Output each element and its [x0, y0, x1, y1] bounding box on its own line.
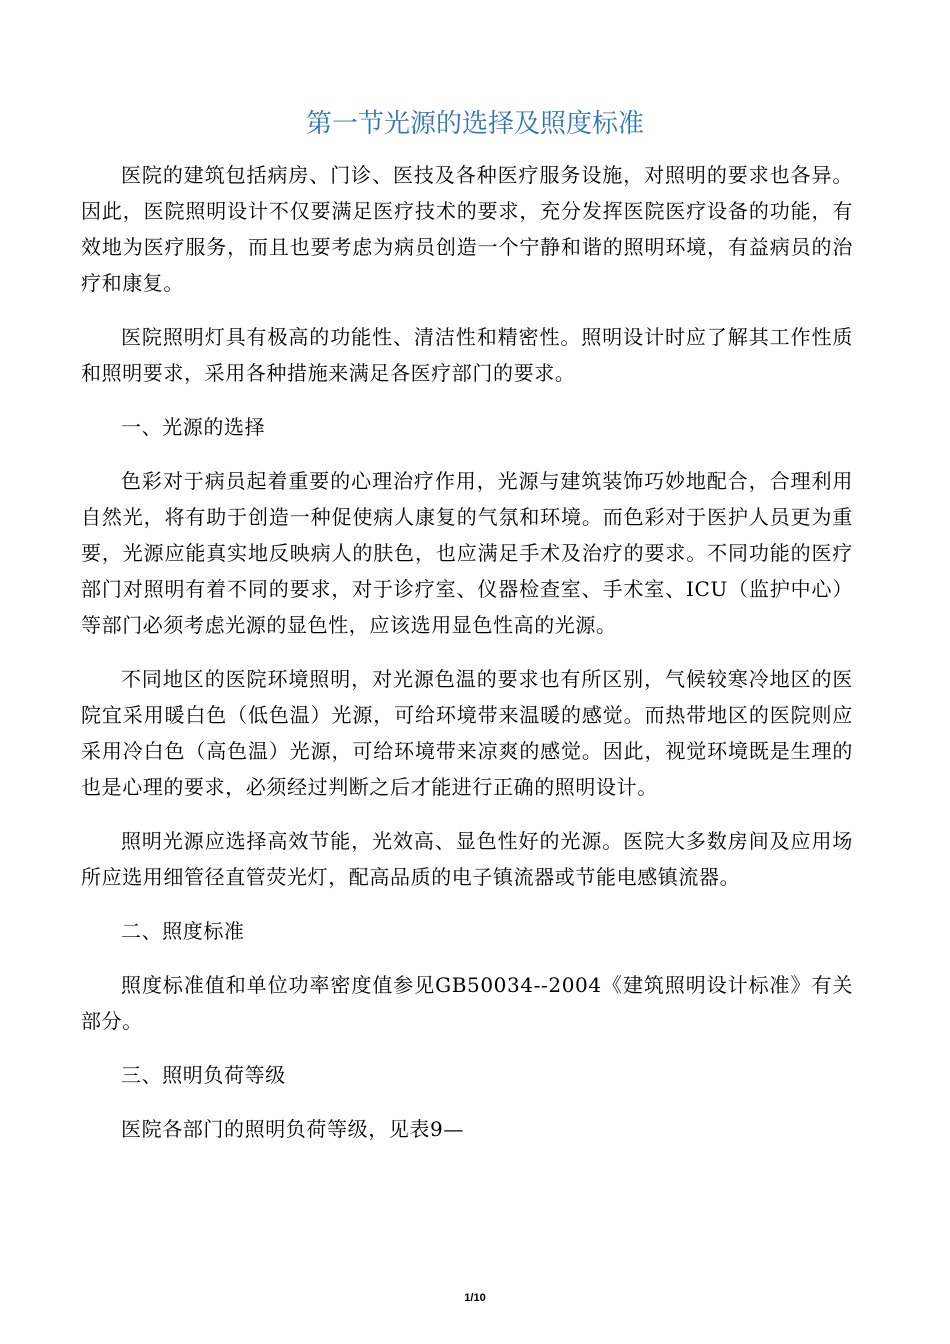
paragraph-color-therapy: 色彩对于病员起着重要的心理治疗作用，光源与建筑装饰巧妙地配合，合理利用自然光，将有助于创造一种促使病人康复的气氛和环境。而色彩对于医护人员更为重要，光源应能真实地反映病人的肤色，也应满足手术及治疗的要求。不同功能的医疗部门对照明有着不同的要求，对于诊疗室、仪器检查室、手术室、ICU（监护中心）等部门必须考虑光源的显色性，应该选用显色性高的光源。 — [81, 469, 853, 637]
paragraph-intro: 医院的建筑包括病房、门诊、医技及各种医疗服务设施，对照明的要求也各异。因此，医院照明设计不仅要满足医疗技术的要求，充分发挥医院医疗设备的功能，有效地为医疗服务，而且也要考虑为病员创造一个宁静和谐的照明环境，有益病员的治疗和康复。 — [81, 163, 853, 295]
paragraph-color-temperature: 不同地区的医院环境照明，对光源色温的要求也有所区别，气候较寒冷地区的医院宜采用暖白色（低色温）光源，可给环境带来温暖的感觉。而热带地区的医院则应采用冷白色（高色温）光源，可给环境带来凉爽的感觉。因此，视觉环境既是生理的也是心理的要求，必须经过判断之后才能进行正确的照明设计。 — [81, 667, 853, 799]
section-heading-load-level: 三、照明负荷等级 — [121, 1063, 286, 1087]
document-body — [81, 157, 853, 1165]
page-title: 第一节光源的选择及照度标准 — [305, 109, 644, 139]
paragraph-standard-reference: 照度标准值和单位功率密度值参见GB50034--2004《建筑照明设计标准》有关部分。 — [81, 973, 853, 1033]
paragraph-lighting-fixtures: 医院照明灯具有极高的功能性、清洁性和精密性。照明设计时应了解其工作性质和照明要求，采用各种措施来满足各医疗部门的要求。 — [81, 325, 853, 385]
page-number: 1/10 — [464, 1292, 486, 1304]
section-heading-light-source: 一、光源的选择 — [121, 415, 266, 439]
paragraph-efficient-sources: 照明光源应选择高效节能，光效高、显色性好的光源。医院大多数房间及应用场所应选用细管径直管荧光灯，配高品质的电子镇流器或节能电感镇流器。 — [81, 829, 853, 889]
paragraph-load-table-ref: 医院各部门的照明负荷等级，见表9— — [121, 1117, 464, 1141]
section-heading-illuminance: 二、照度标准 — [121, 919, 245, 943]
